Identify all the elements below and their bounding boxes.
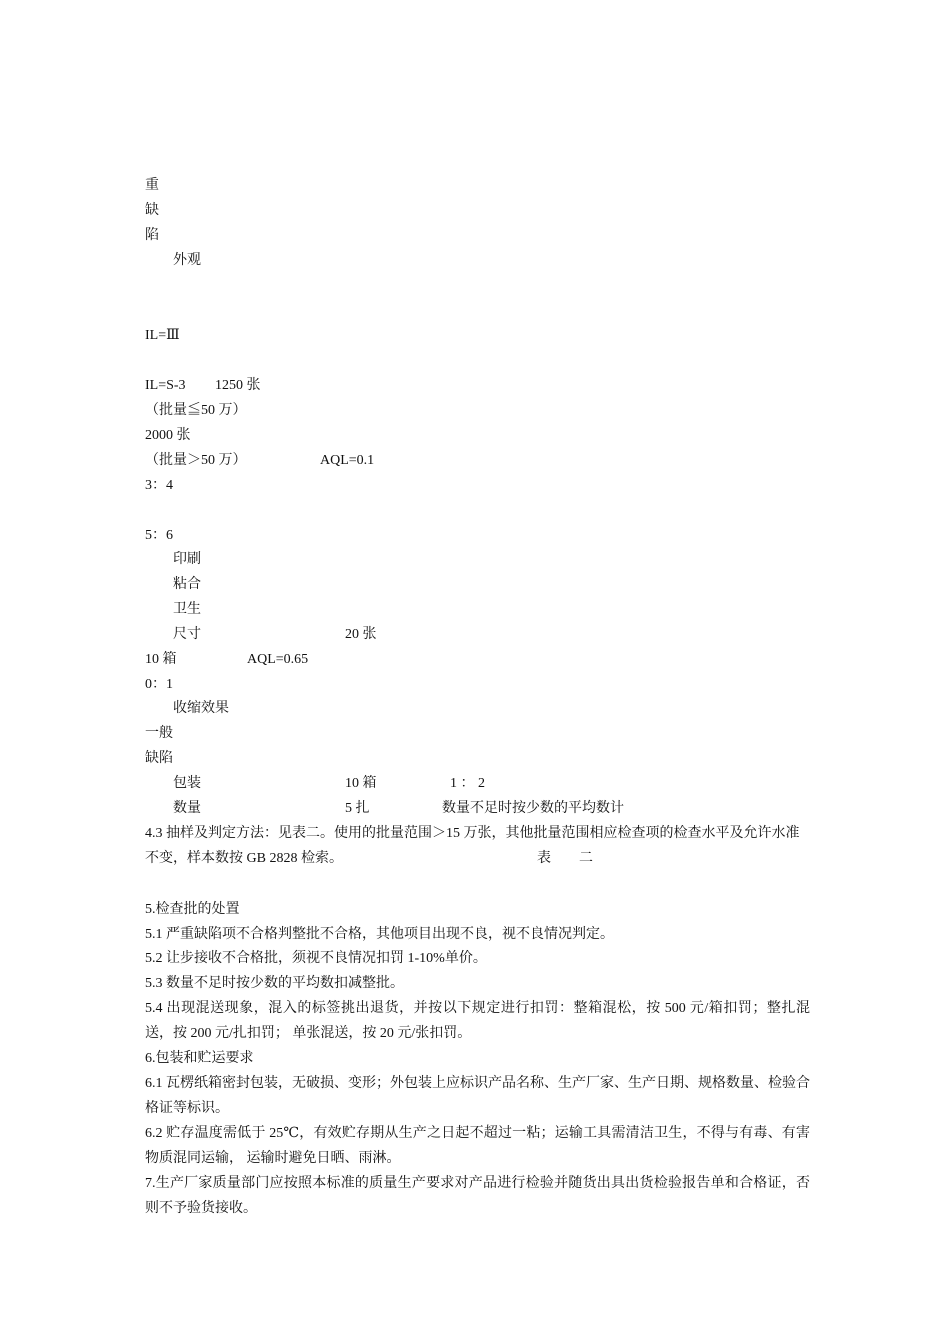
sample-qty-2000: 2000 张 [145, 428, 191, 443]
inspection-level-3: IL=Ⅲ [145, 328, 180, 343]
item-packaging: 包装 [173, 776, 201, 791]
section-6-2: 6.2 贮存温度需低于 25℃，有效贮存期从生产之日起不超过一粘；运输工具需清洁卫生，不得与有毒、有害物质混同运输， 运输时避免日晒、雨淋。 [145, 1126, 810, 1166]
section-4-3-line-1: 4.3 抽样及判定方法：见表二。使用的批量范围＞15 万张，其他批量范围相应检查项的检查水平及允许水准 [145, 826, 800, 841]
item-quantity: 数量 [173, 801, 201, 816]
sample-qty-20: 20 张 [345, 627, 377, 642]
inspection-level-s3: IL=S-3 [145, 378, 186, 393]
item-bonding: 粘合 [173, 577, 201, 592]
ratio-3-4: 3：4 [145, 478, 173, 493]
section-5-3: 5.3 数量不足时按少数的平均数扣减整批。 [145, 976, 404, 991]
aql-0-1: AQL=0.1 [320, 453, 375, 468]
section-5-heading: 5.检查批的处置 [145, 902, 240, 917]
section-7: 7.生产厂家质量部门应按照本标准的质量生产要求对产品进行检验并随货出具出货检验报告单和合格证，否则不予验货接收。 [145, 1176, 810, 1216]
batch-le-50: （批量≦50 万） [145, 403, 247, 418]
section-6-heading: 6.包装和贮运要求 [145, 1051, 254, 1066]
batch-gt-50: （批量＞50 万） [145, 453, 247, 468]
table-caption: 表 二 [537, 851, 593, 866]
section-5-4: 5.4 出现混送现象，混入的标签挑出退货，并按以下规定进行扣罚：整箱混松，按 500 元/箱扣罚；整扎混送，按 200 元/扎扣罚； 单张混送，按 20 元/张扣罚。 [145, 1001, 810, 1041]
item-size: 尺寸 [173, 627, 201, 642]
aql-0-65: AQL=0.65 [247, 652, 309, 667]
ratio-0-1: 0：1 [145, 677, 173, 692]
pack-qty-10: 10 箱 [345, 776, 377, 791]
item-printing: 印刷 [173, 552, 201, 567]
item-hygiene: 卫生 [173, 602, 201, 617]
section-5-2: 5.2 让步接收不合格批，须视不良情况扣罚 1-10%单价。 [145, 951, 487, 966]
item-shrink: 收缩效果 [173, 701, 229, 716]
ratio-1-2: 1 ： 2 [450, 776, 485, 791]
severe-label-char-2: 缺 [145, 203, 159, 218]
severe-label-char-1: 重 [145, 178, 159, 193]
section-4-3-line-2: 不变，样本数按 GB 2828 检索。 [145, 851, 343, 866]
section-5-1: 5.1 严重缺陷项不合格判整批不合格，其他项目出现不良，视不良情况判定。 [145, 927, 614, 942]
box-10: 10 箱 [145, 652, 177, 667]
section-6-1: 6.1 瓦楞纸箱密封包装，无破损、变形；外包装上应标识产品名称、生产厂家、生产日期、规格数量、检验合格证等标识。 [145, 1076, 810, 1116]
severe-label-char-3: 陷 [145, 228, 159, 243]
bundle-5: 5 扎 [345, 801, 370, 816]
item-appearance: 外观 [173, 253, 201, 268]
general-label: 一般 [145, 726, 173, 741]
quantity-note: 数量不足时按少数的平均数计 [442, 801, 624, 816]
sample-qty-1250: 1250 张 [215, 378, 261, 393]
defect-label: 缺陷 [145, 751, 173, 766]
ratio-5-6: 5：6 [145, 528, 173, 543]
